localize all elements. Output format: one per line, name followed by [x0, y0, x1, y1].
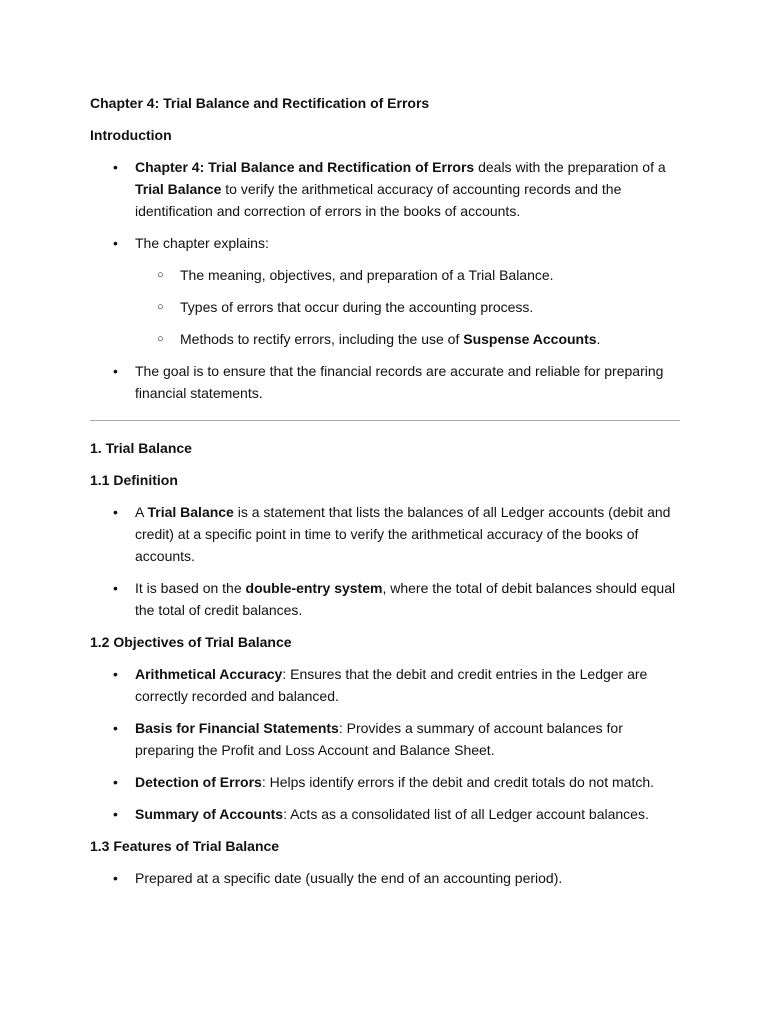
- text: Prepared at a specific date (usually the end of an accounting period).: [135, 870, 563, 886]
- list-item: [90, 156, 680, 222]
- sub-list: [135, 264, 680, 350]
- text: : Helps identify errors if the debit and credit totals do not match.: [261, 774, 655, 790]
- text: : Acts as a consolidated list of all Ledger account balances.: [283, 806, 649, 822]
- introduction-heading: Introduction: [90, 127, 172, 143]
- subsection-heading-features: 1.3 Features of Trial Balance: [90, 838, 280, 854]
- list-item: [90, 867, 680, 889]
- list-item: [90, 771, 680, 793]
- page-title: Chapter 4: Trial Balance and Rectification of Errors: [90, 95, 430, 111]
- subsection-heading-objectives: 1.2 Objectives of Trial Balance: [90, 634, 292, 650]
- bold-text: Trial Balance: [147, 504, 234, 520]
- objectives-list: [90, 663, 680, 825]
- list-item: [90, 577, 680, 621]
- list-item: [90, 717, 680, 761]
- bold-text: Suspense Accounts: [463, 331, 597, 347]
- text: deals with the preparation of a: [474, 159, 666, 175]
- list-item: [90, 663, 680, 707]
- text: The meaning, objectives, and preparation of a Trial Balance.: [180, 267, 554, 283]
- sub-list-item: [135, 264, 680, 286]
- text: .: [596, 331, 601, 347]
- bold-text: Detection of Errors: [135, 774, 262, 790]
- bold-text: Trial Balance: [135, 181, 222, 197]
- bold-text: Summary of Accounts: [135, 806, 284, 822]
- list-item: [90, 803, 680, 825]
- document-page: [90, 92, 680, 899]
- bold-text: Basis for Financial Statements: [135, 720, 339, 736]
- horizontal-divider: [90, 420, 680, 421]
- text: , where the total of debit balances should equal the total of credit balances.: [135, 580, 676, 618]
- text: The chapter explains:: [135, 235, 269, 251]
- list-item: [90, 501, 680, 567]
- list-item: [90, 232, 680, 350]
- list-item: [90, 360, 680, 404]
- introduction-list: [90, 156, 680, 404]
- text: It is based on the: [135, 580, 246, 596]
- text: : Provides a summary of account balances for preparing the Profit and Loss Account and Balance Sheet.: [135, 720, 623, 758]
- features-list: [90, 867, 680, 889]
- text: The goal is to ensure that the financial records are accurate and reliable for preparing financial statements.: [135, 363, 664, 401]
- sub-list-item: [135, 328, 680, 350]
- text: : Ensures that the debit and credit entries in the Ledger are correctly recorded and balanced.: [135, 666, 648, 704]
- text: is a statement that lists the balances of all Ledger accounts (debit and credit) at a specific point in time to verify the arithmetical accuracy of the books of accounts.: [135, 504, 671, 564]
- subsection-heading-definition: 1.1 Definition: [90, 472, 178, 488]
- text: A: [135, 504, 148, 520]
- section-heading: 1. Trial Balance: [90, 440, 192, 456]
- definition-list: [90, 501, 680, 621]
- bold-text: Arithmetical Accuracy: [135, 666, 283, 682]
- text: Types of errors that occur during the accounting process.: [180, 299, 534, 315]
- bold-text: double-entry system: [245, 580, 383, 596]
- text: to verify the arithmetical accuracy of accounting records and the identification and correction of errors in the books of accounts.: [135, 181, 622, 219]
- sub-list-item: [135, 296, 680, 318]
- bold-text: Chapter 4: Trial Balance and Rectification of Errors: [135, 159, 475, 175]
- text: Methods to rectify errors, including the use of: [180, 331, 464, 347]
